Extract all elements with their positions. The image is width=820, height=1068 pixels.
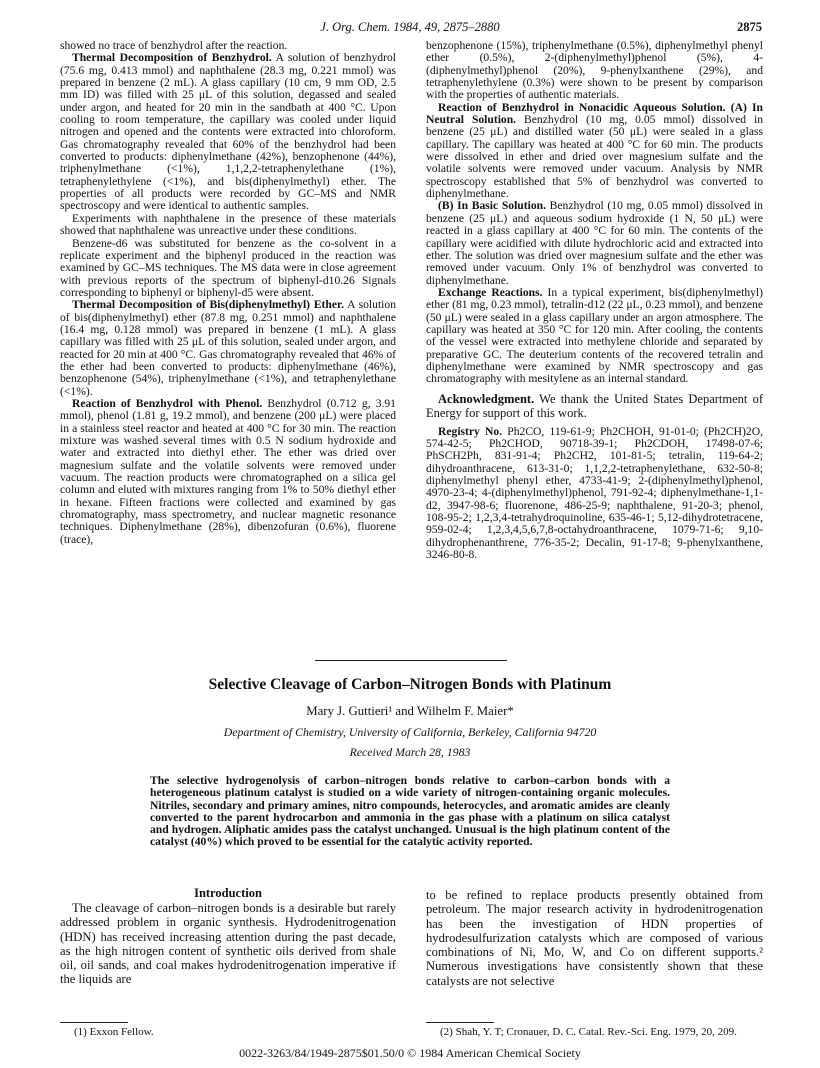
paragraph-heading: (B) In Basic Solution. [438,199,546,213]
footnote-2: (2) Shah, Y. T; Cronauer, D. C. Catal. Rev.-Sci. Eng. 1979, 20, 209. [440,1026,737,1038]
section-divider [315,660,507,661]
paragraph [60,238,396,300]
paragraph [426,287,763,386]
paragraph [426,200,763,286]
introduction-left [60,901,396,987]
introduction-right [426,888,763,988]
paragraph-text: Benzhydrol (10 mg, 0.05 mmol) dissolved in benzene (25 μL) and aqueous sodium hydroxide (1 N, 50 μL) were reacted in a glass capillary at 400 °C for 60 min. The contents of the capillary were acidified with dilute hydrochloric acid and extracted into ether. The solution was dried over magnesium sulfate and the ether was removed under vacuum. Only 1% of benzhydrol was converted to diphenylmethane. [426,199,763,287]
running-header [0,20,820,36]
registry-numbers [426,426,763,562]
footnote-rule [426,1022,494,1023]
paragraph-heading: Reaction of Benzhydrol in Nonacidic Aqueous Solution. (A) In Neutral Solution. [426,100,763,127]
paragraph-heading: Thermal Decomposition of Benzhydrol. [72,51,272,65]
left-text-column [60,40,396,546]
paragraph [60,398,396,546]
paragraph-text: Benzene-d6 was substituted for benzene as the co-solvent in a replicate experiment and the biphenyl produced in the reaction was examined by GC–MS techniques. The MS data were in close agreement with previous reports of the spectrum of biphenyl-d10.26 Signals corresponding to biphenyl or biphenyl-d5 were absent. [60,236,396,299]
paragraph-heading: Exchange Reactions. [438,285,543,299]
paragraph [60,299,396,398]
paragraph-text: showed no trace of benzhydrol after the reaction. [60,39,288,52]
paragraph: to be refined to replace products presently obtained from petroleum. The major research activity in hydrodenitrogenation has been the investigation of HDN properties of hydrodesulfurization catalysts which are composed of various combinations of Ni, Mo, W, and Co on different supports.² Numerous investigations have consistently shown that these catalysts are not selective [426,888,763,988]
journal-citation: J. Org. Chem. 1984, 49, 2875–2880 [320,20,500,34]
paragraph-text: A solution of bis(diphenylmethyl) ether (87.8 mg, 0.251 mmol) and naphthalene (16.4 mg, 0.128 mmol) was prepared in benzene (1 mL). A glass capillary was filled with 25 μL of this solution, sealed under argon, and reacted for 20 min at 400 °C. Gas chromatography revealed that 46% of the ether had been converted to products: diphenylmethane (46%), benzophenone (54%), triphenylmethane (<1%), and tetraphenylethane (<1%). [60,298,396,398]
paragraph: The cleavage of carbon–nitrogen bonds is a desirable but rarely addressed problem in organic synthesis. Hydrodenitrogenation (HDN) has received increasing attention during the past decade, as the high nitrogen content of synthetic oils derived from shale oil, oil sands, and coal makes hydrodenitrogenation imperative if the liquids are [60,901,396,987]
paragraph-text: A solution of benzhydrol (75.6 mg, 0.413 mmol) and naphthalene (28.3 mg, 0.221 mmol) was prepared in benzene (2 mL). A glass capillary (10 cm, 9 mm OD, 2.5 mm ID) was filled with 25 μL of this solution, degassed and sealed under argon, and heated for 20 min in the sandbath at 400 °C. Upon cooling to room temperature, the capillary was cooled under liquid nitrogen and opened and the contents were extracted into chloroform. Gas chromatography revealed that 60% of the benzhydrol had been converted to products: diphenylmethane (42%), benzophenone (44%), triphenylmethane (<1%), 1,1,2,2-tetraphenylethane (1%), tetraphenylethylene (<1%), and bis(diphenylmethyl) ether. The properties of all products were recorded by GC–MS and NMR spectroscopy and were identical to authentic samples. [60,51,396,213]
paragraph [60,213,396,238]
acknowledgment [426,392,763,420]
acknowledgment-heading: Acknowledgment. [438,391,535,406]
copyright-footer: 0022-3263/84/1949-2875$01.50/0 © 1984 American Chemical Society [239,1046,581,1060]
right-text-column [426,40,763,561]
paragraph-heading: Thermal Decomposition of Bis(diphenylmethyl) Ether. [72,298,344,312]
acknowledgment-text: We thank the United States Department of Energy for support of this work. [426,391,763,420]
paragraph-heading: Reaction of Benzhydrol with Phenol. [72,396,263,410]
paragraph-text: In a typical experiment, bis(diphenylmethyl) ether (81 mg, 0.23 mmol), tetralin-d12 (22 μL, 0.23 mmol), and benzene (50 μL) were sealed in a glass capillary under an argon atmosphere. The capillary was heated at 350 °C for 120 min. After cooling, the contents of the vessel were extracted into methylene chloride and separated by preparative GC. The deuterium contents of the recovered tetralin and diphenylmethane were examined by NMR spectroscopy and gas chromatography with mesitylene as an internal standard. [426,285,763,386]
article-title: Selective Cleavage of Carbon–Nitrogen Bonds with Platinum [208,676,612,693]
paragraph-text: Benzhydrol (0.712 g, 3.91 mmol), phenol (1.81 g, 19.2 mmol), and benzene (200 μL) were placed in a stainless steel reactor and heated at 400 °C for 30 min. The reaction mixture was washed several times with 0.5 N sodium hydroxide and water and extracted into diethyl ether. The ether was dried over magnesium sulfate and the volatile solvents were removed under vacuum. The reaction products were chromatographed on a silica gel column and eluted with mixtures ranging from 1% to 50% diethyl ether in hexane. Fifteen fractions were collected and examined by gas chromatography, mass spectrometry, and nuclear magnetic resonance techniques. Diphenylmethane (28%), dibenzofuran (0.6%), fluorene (trace), [60,396,396,546]
registry-heading: Registry No. [438,424,503,438]
section-heading-introduction: Introduction [194,886,262,900]
paragraph [60,52,396,212]
page-number: 2875 [737,20,762,34]
paragraph-text: Experiments with naphthalene in the presence of these materials showed that naphthalene was unreactive under these conditions. [60,211,396,238]
footnote-rule [60,1022,128,1023]
paragraph-text: benzophenone (15%), triphenylmethane (0.5%), diphenylmethyl phenyl ether (0.5%), 2-(diphenylmethyl)phenol (5%), 4-(diphenylmethyl)phenol (20%), 9-phenylxanthene (29%), and tetraphenylethylene (0.3%) were shown to be present by comparison with the properties of authentic materials. [426,39,763,102]
registry-text: Ph2CO, 119-61-9; Ph2CHOH, 91-01-0; (Ph2CH)2O, 574-42-5; Ph2CHOD, 90718-39-1; Ph2CDOH, 17498-07-6; PhSCH2Ph, 831-91-4; Ph2CH2, 101-81-5; tetralin, 119-64-2; dihydroanthracene, 613-31-0; 1,1,2,2-tetraphenylethane, 632-50-8; diphenylmethyl phenyl ether, 4733-41-9; 2-(diphenylmethyl)phenol, 4970-23-4; 4-(diphenylmethyl)phenol, 791-92-4; diphenylmethane-1,1-d2, 3947-98-6; fluorenone, 486-25-9; naphthalene, 91-20-3; phenol, 108-95-2; 1,2,3,4-tetrahydroquinoline, 635-46-1; 5,12-dihydrotetracene, 959-02-4; 1,2,3,4,5,6,7,8-octahydroanthracene, 1079-71-6; 9,10-dihydrophenanthrene, 776-35-2; Decalin, 91-17-8; 9-phenylxanthene, 3246-80-8. [426,424,763,562]
paragraph-text: Benzhydrol (10 mg, 0.05 mmol) dissolved in benzene (25 μL) and distilled water (50 μL) were sealed in a glass capillary. The capillary was heated at 400 °C for 60 min. The products were dissolved in ether and dried over magnesium sulfate and the volatile solvents were removed under vacuum. Analysis by NMR spectroscopy established that 5% of benzhydrol was converted to diphenylmethane. [426,113,763,201]
footnote-1: (1) Exxon Fellow. [74,1026,154,1038]
paragraph [426,102,763,201]
author-affiliation: Department of Chemistry, University of California, Berkeley, California 94720 [223,725,597,739]
abstract: The selective hydrogenolysis of carbon–nitrogen bonds relative to carbon–carbon bonds with a heterogeneous platinum catalyst is studied on a wide variety of nitrogen-containing organic molecules. Nitriles, secondary and primary amines, nitro compounds, heterocycles, and aromatic amides are cleanly converted to the parent hydrocarbon and ammonia in the gas phase with a platinum on silica catalyst and hydrogen. Aliphatic amides pass the catalyst unchanged. Unusual is the high platinum content of the catalyst (40%) which proved to be essential for the catalytic activity reported. [150,774,670,849]
received-date: Received March 28, 1983 [349,745,471,759]
paragraph [426,40,763,102]
article-authors: Mary J. Guttieri¹ and Wilhelm F. Maier* [306,704,514,718]
